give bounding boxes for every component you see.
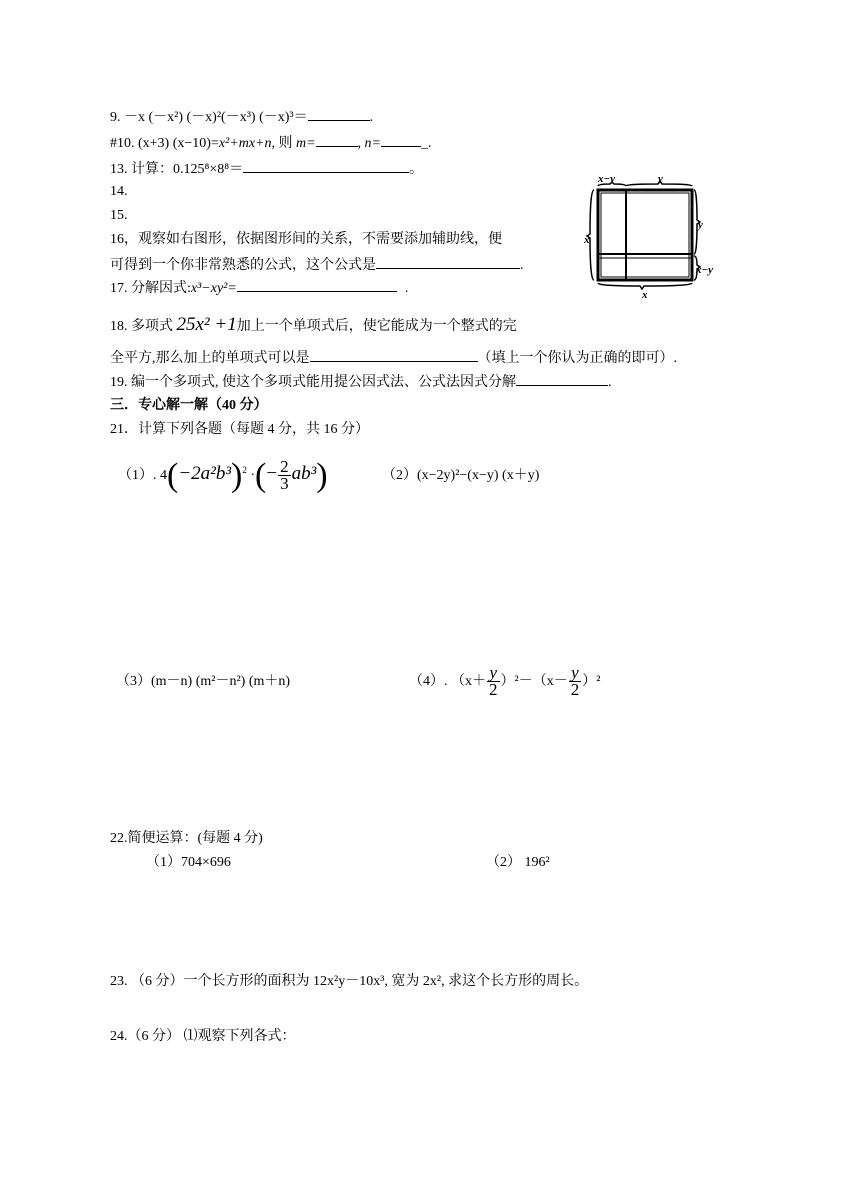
q10-mid: , 则 bbox=[271, 136, 296, 151]
question-21-4 bbox=[409, 660, 600, 704]
q21-1-fraction bbox=[278, 459, 291, 492]
q9-end: . bbox=[369, 110, 374, 125]
q21-1-exp: 2 bbox=[242, 465, 247, 475]
figure-label-top-right: y bbox=[658, 173, 663, 185]
q19-end: . bbox=[608, 375, 612, 390]
answer-blank[interactable] bbox=[376, 256, 520, 269]
answer-blank[interactable] bbox=[310, 349, 478, 362]
q10-equation: x²+mx+n bbox=[218, 136, 272, 151]
q21-1-label: （1）. 4 bbox=[118, 468, 167, 483]
question-15: 15. bbox=[110, 208, 128, 223]
answer-blank[interactable] bbox=[243, 160, 409, 173]
figure-label-top-left: x−y bbox=[598, 173, 616, 185]
q18b-pre: 全平方,那么加上的单项式可以是 bbox=[110, 351, 310, 366]
fraction-numerator: 2 bbox=[280, 457, 289, 477]
q21-4-part-a: （x＋ bbox=[451, 674, 486, 689]
square-figure bbox=[582, 170, 732, 300]
q21-4-part-b: ）²－（x－ bbox=[500, 674, 568, 689]
q18-pre: 18. 多项式 bbox=[110, 319, 177, 334]
q21-1-minus: − bbox=[266, 463, 278, 484]
q21-1-inner: −2a²b³ bbox=[178, 463, 232, 484]
section-heading: 三．专心解一解（40 分） bbox=[110, 398, 268, 413]
q10-sep: , bbox=[357, 136, 365, 151]
answer-blank[interactable] bbox=[516, 373, 608, 386]
question-24: 24.（6 分） ⑴观察下列各式： bbox=[110, 1029, 296, 1044]
question-16-line1: 16，观察如右图形，依据图形间的关系，不需要添加辅助线，便 bbox=[110, 232, 502, 247]
q9-text: 9. －x (－x²) (－x)²(－x³) (－x)³＝ bbox=[110, 110, 308, 125]
q17-pre: 17. 分解因式: bbox=[110, 281, 191, 296]
question-23: 23. （6 分）一个长方形的面积为 12x²y－10x³, 宽为 2x², 求这个长方形的周长。 bbox=[110, 974, 589, 989]
q16-text: 可得到一个你非常熟悉的公式，这个公式是 bbox=[110, 258, 376, 273]
question-21-3: （3）(m－n) (m²－n²) (m＋n) bbox=[116, 674, 291, 689]
q10-m-label: m= bbox=[295, 136, 316, 151]
fraction-denominator: 2 bbox=[489, 680, 498, 700]
figure-label-right-top: y bbox=[698, 219, 703, 231]
q18-expr: 25x² +1 bbox=[176, 314, 237, 335]
q21-1-tail: ab³ bbox=[291, 463, 317, 484]
question-17 bbox=[110, 279, 408, 298]
question-21-2: （2）(x−2y)²−(x−y) (x＋y) bbox=[382, 468, 540, 483]
q17-expr: x³−xy²= bbox=[190, 281, 237, 296]
q10-end: _. bbox=[421, 136, 432, 151]
q13-text: 13. 计算：0.125⁸×8⁸＝ bbox=[110, 162, 244, 177]
q21-1-dot: · bbox=[250, 468, 256, 483]
fraction-numerator: y bbox=[487, 665, 500, 682]
q10-pre: #10. (x+3) (x−10)= bbox=[110, 136, 219, 151]
q21-4-fraction-1 bbox=[487, 665, 500, 698]
question-18-line1 bbox=[110, 314, 517, 338]
fraction-numerator: y bbox=[569, 665, 582, 682]
question-18-line2 bbox=[110, 349, 677, 368]
question-22-1: （1）704×696 bbox=[146, 855, 231, 870]
figure-label-bottom: x bbox=[642, 289, 648, 300]
fraction-denominator: 3 bbox=[280, 474, 289, 494]
question-21-1: （1）. $4(-2a^2b^3)^2$ ·(− $\frac{2}{3}$ ab³) bbox=[118, 456, 328, 494]
q18b-post: （填上一个你认为正确的即可）. bbox=[477, 351, 677, 366]
q21-4-fraction-2 bbox=[569, 665, 582, 698]
answer-blank[interactable] bbox=[237, 279, 397, 292]
question-14: 14. bbox=[110, 184, 128, 199]
question-9 bbox=[110, 108, 373, 127]
q13-end: 。 bbox=[409, 162, 424, 177]
q19-text: 19. 编一个多项式, 使这个多项式能用提公因式法、公式法因式分解 bbox=[110, 375, 516, 390]
question-16-line2 bbox=[110, 256, 524, 275]
answer-blank[interactable] bbox=[308, 108, 370, 121]
q21-4-label: （4）. bbox=[409, 674, 448, 689]
figure-label-left: x bbox=[584, 234, 590, 246]
q17-end: . bbox=[404, 281, 409, 296]
answer-blank-n[interactable] bbox=[381, 134, 421, 147]
question-13 bbox=[110, 160, 423, 179]
question-10 bbox=[110, 134, 432, 153]
question-22-2: （2） 196² bbox=[486, 855, 550, 870]
question-22: 22.简便运算：(每题 4 分) bbox=[110, 831, 263, 846]
answer-blank-m[interactable] bbox=[316, 134, 358, 147]
q18-post: 加上一个单项式后，使它能成为一个整式的完 bbox=[236, 319, 517, 334]
question-19 bbox=[110, 373, 612, 392]
figure-label-right-bottom: x−y bbox=[696, 264, 714, 276]
question-21: 21．计算下列各题（每题 4 分，共 16 分） bbox=[110, 422, 369, 437]
q16-end: . bbox=[520, 258, 524, 273]
fraction-denominator: 2 bbox=[570, 680, 580, 700]
q21-4-part-c: ）² bbox=[582, 674, 601, 689]
q10-n-label: n= bbox=[364, 136, 381, 151]
